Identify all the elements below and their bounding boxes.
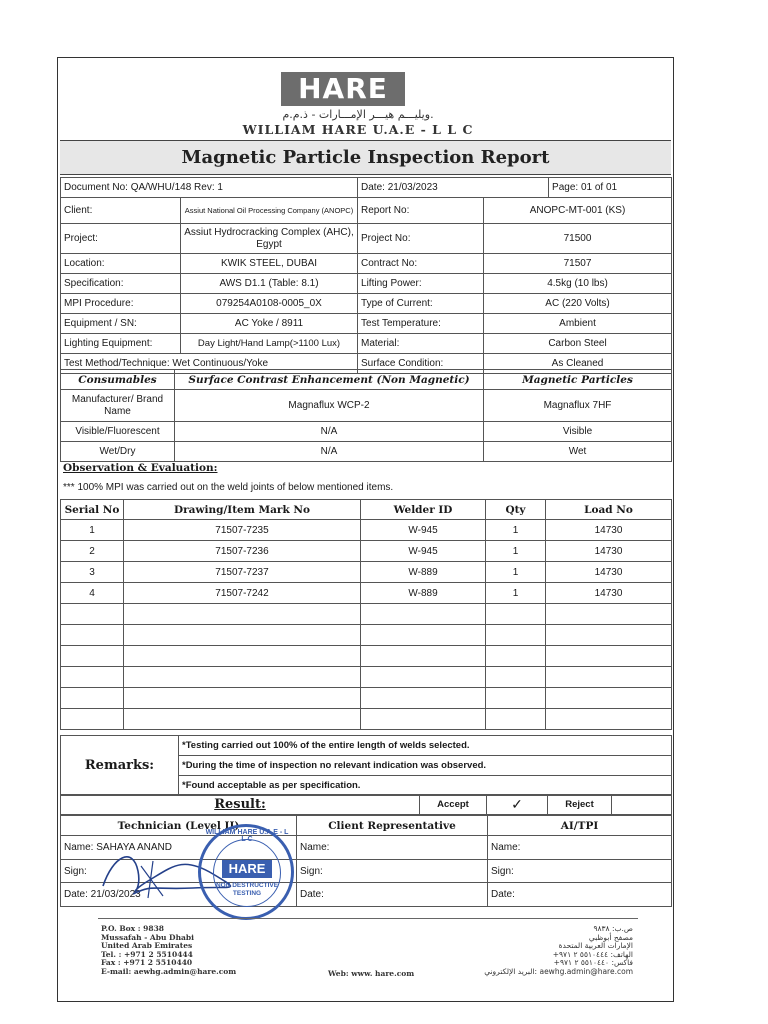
consumable-label: Visible/Fluorescent: [61, 422, 175, 442]
company-stamp: [198, 824, 294, 920]
test-temperature-label: Test Temperature:: [358, 314, 484, 334]
welder-id: W-889: [361, 562, 486, 583]
lighting-value: Day Light/Hand Lamp(>1100 Lux): [181, 334, 358, 354]
lighting-label: Lighting Equipment:: [61, 334, 181, 354]
table-row: [61, 541, 672, 562]
consumable-row: [61, 422, 672, 442]
lifting-power-label: Lifting Power:: [358, 274, 484, 294]
empty-row: [61, 667, 672, 688]
welder-id-header: Welder ID: [361, 500, 486, 520]
welder-id: W-889: [361, 583, 486, 604]
equipment-value: AC Yoke / 8911: [181, 314, 358, 334]
consumable-row: [61, 442, 672, 462]
stamp-sub-text: NON DESTRUCTIVE TESTING: [215, 882, 279, 897]
load-no: 14730: [546, 541, 672, 562]
contract-no-label: Contract No:: [358, 254, 484, 274]
empty-row: [61, 709, 672, 730]
doc-info-row: [61, 178, 672, 198]
serial-no-header: Serial No: [61, 500, 124, 520]
mpi-procedure-label: MPI Procedure:: [61, 294, 181, 314]
particles-value: Visible: [484, 422, 672, 442]
footer-arabic-address: ص.ب: ٩٨٣٨ مصفح أبوظبي الإمارات العربية المتحدة الهاتف: ٥٥١٠٤٤٤ ٢ ٩٧١+ فاكس: ٥٥١٠٤٤٠ ٢ ٩٧١+ aewhg.admin@hare.com :البريد الإلكتروني: [484, 924, 633, 976]
remarks-table: [60, 735, 672, 796]
page-number: Page: 01 of 01: [549, 178, 672, 198]
observation-note: *** 100% MPI was carried out on the weld joints of below mentioned items.: [63, 482, 394, 493]
empty-row: [61, 646, 672, 667]
drawing-no: 71507-7237: [124, 562, 361, 583]
qty: 1: [486, 562, 546, 583]
client-rep-sign: Sign:: [297, 860, 488, 883]
report-info-table: [60, 177, 672, 374]
signature-header-row: [61, 816, 672, 836]
specification-label: Specification:: [61, 274, 181, 294]
consumable-row: [61, 390, 672, 422]
drawing-no-header: Drawing/Item Mark No: [124, 500, 361, 520]
drawing-no: 71507-7235: [124, 520, 361, 541]
accept-label: Accept: [420, 795, 487, 815]
remarks-row: [61, 736, 672, 756]
footer-address: P.O. Box : 9838 Mussafah - Abu Dhabi United Arab Emirates Tel. : +971 2 5510444 Fax : +971 2 5510440 E-mail: aewhg.admin@hare.com: [101, 924, 237, 976]
accept-checkmark: ✓: [487, 795, 548, 815]
stamp-logo: HARE: [222, 860, 272, 878]
qty: 1: [486, 520, 546, 541]
serial-no: 2: [61, 541, 124, 562]
items-table: [60, 499, 672, 730]
equipment-label: Equipment / SN:: [61, 314, 181, 334]
welder-id: W-945: [361, 541, 486, 562]
document-no: Document No: QA/WHU/148 Rev: 1: [61, 178, 358, 198]
hare-logo: HARE: [281, 72, 405, 106]
qty-header: Qty: [486, 500, 546, 520]
particles-value: Wet: [484, 442, 672, 462]
footer-website: Web: www. hare.com: [328, 969, 415, 978]
location-row: [61, 254, 672, 274]
client-rep-name: Name:: [297, 836, 488, 860]
material-value: Carbon Steel: [484, 334, 672, 354]
specification-value: AWS D1.1 (Table: 8.1): [181, 274, 358, 294]
client-row: [61, 198, 672, 224]
report-no-label: Report No:: [358, 198, 484, 224]
reject-mark: [612, 795, 672, 815]
client-label: Client:: [61, 198, 181, 224]
consumables-header-row: [61, 370, 672, 390]
remark-line: *Testing carried out 100% of the entire length of welds selected.: [179, 736, 672, 756]
ai-tpi-date: Date:: [488, 883, 672, 907]
ai-tpi-sign: Sign:: [488, 860, 672, 883]
mpi-procedure-row: [61, 294, 672, 314]
load-no: 14730: [546, 520, 672, 541]
footer-divider: [98, 918, 638, 919]
load-no: 14730: [546, 583, 672, 604]
test-temperature-value: Ambient: [484, 314, 672, 334]
client-value: Assiut National Oil Processing Company (ANOPC): [181, 198, 358, 224]
technician-date: Date: 21/03/2023: [61, 883, 297, 907]
company-arabic-name: ويليـــم هيـــر الإمـــارات - ذ.م.م.: [282, 108, 434, 121]
result-label: Result:: [61, 795, 420, 815]
location-label: Location:: [61, 254, 181, 274]
project-value: Assiut Hydrocracking Complex (AHC), Egypt: [181, 224, 358, 254]
consumables-table: [60, 369, 672, 462]
empty-row: [61, 604, 672, 625]
specification-row: [61, 274, 672, 294]
result-row: [61, 795, 672, 815]
drawing-no: 71507-7236: [124, 541, 361, 562]
items-header-row: [61, 500, 672, 520]
client-rep-header: Client Representative: [297, 816, 488, 836]
current-type-value: AC (220 Volts): [484, 294, 672, 314]
surface-condition-label: Surface Condition:: [358, 354, 484, 374]
contrast-value: Magnaflux WCP-2: [175, 390, 484, 422]
technician-header: Technician (Level II): [61, 816, 297, 836]
serial-no: 3: [61, 562, 124, 583]
contrast-value: N/A: [175, 422, 484, 442]
technician-sign: Sign:: [61, 860, 297, 883]
test-method: Test Method/Technique: Wet Continuous/Yoke: [61, 354, 358, 374]
remark-line: *Found acceptable as per specification.: [179, 776, 672, 796]
particles-header: Magnetic Particles: [484, 370, 672, 390]
welder-id: W-945: [361, 520, 486, 541]
technician-name: Name: SAHAYA ANAND: [61, 836, 297, 860]
current-type-label: Type of Current:: [358, 294, 484, 314]
serial-no: 1: [61, 520, 124, 541]
table-row: [61, 520, 672, 541]
ai-tpi-header: AI/TPI: [488, 816, 672, 836]
stamp-ring-text: WILLIAM HARE U.A.E - L L C: [205, 829, 289, 843]
empty-row: [61, 625, 672, 646]
report-date: Date: 21/03/2023: [358, 178, 549, 198]
ai-tpi-name: Name:: [488, 836, 672, 860]
remarks-label: Remarks:: [61, 736, 179, 796]
contract-no-value: 71507: [484, 254, 672, 274]
material-label: Material:: [358, 334, 484, 354]
equipment-row: [61, 314, 672, 334]
lifting-power-value: 4.5kg (10 lbs): [484, 274, 672, 294]
project-no-label: Project No:: [358, 224, 484, 254]
company-name: WILLIAM HARE U.A.E - L L C: [242, 122, 474, 137]
remark-line: *During the time of inspection no relevant indication was observed.: [179, 756, 672, 776]
lighting-row: [61, 334, 672, 354]
table-row: [61, 583, 672, 604]
report-no-value: ANOPC-MT-001 (KS): [484, 198, 672, 224]
observation-title: Observation & Evaluation:: [63, 462, 218, 474]
client-rep-date: Date:: [297, 883, 488, 907]
contrast-value: N/A: [175, 442, 484, 462]
serial-no: 4: [61, 583, 124, 604]
consumable-label: Manufacturer/ Brand Name: [61, 390, 175, 422]
project-label: Project:: [61, 224, 181, 254]
project-row: [61, 224, 672, 254]
surface-condition-value: As Cleaned: [484, 354, 672, 374]
empty-row: [61, 688, 672, 709]
particles-value: Magnaflux 7HF: [484, 390, 672, 422]
table-row: [61, 562, 672, 583]
qty: 1: [486, 583, 546, 604]
mpi-procedure-value: 079254A0108-0005_0X: [181, 294, 358, 314]
report-title: Magnetic Particle Inspection Report: [181, 147, 550, 168]
load-no-header: Load No: [546, 500, 672, 520]
contrast-header: Surface Contrast Enhancement (Non Magnetic): [175, 370, 484, 390]
result-table: [60, 794, 672, 815]
qty: 1: [486, 541, 546, 562]
consumable-label: Wet/Dry: [61, 442, 175, 462]
inspection-report-page: [57, 57, 674, 1002]
consumables-header: Consumables: [61, 370, 175, 390]
project-no-value: 71500: [484, 224, 672, 254]
title-bar: [60, 140, 671, 175]
location-value: KWIK STEEL, DUBAI: [181, 254, 358, 274]
drawing-no: 71507-7242: [124, 583, 361, 604]
load-no: 14730: [546, 562, 672, 583]
reject-label: Reject: [548, 795, 612, 815]
